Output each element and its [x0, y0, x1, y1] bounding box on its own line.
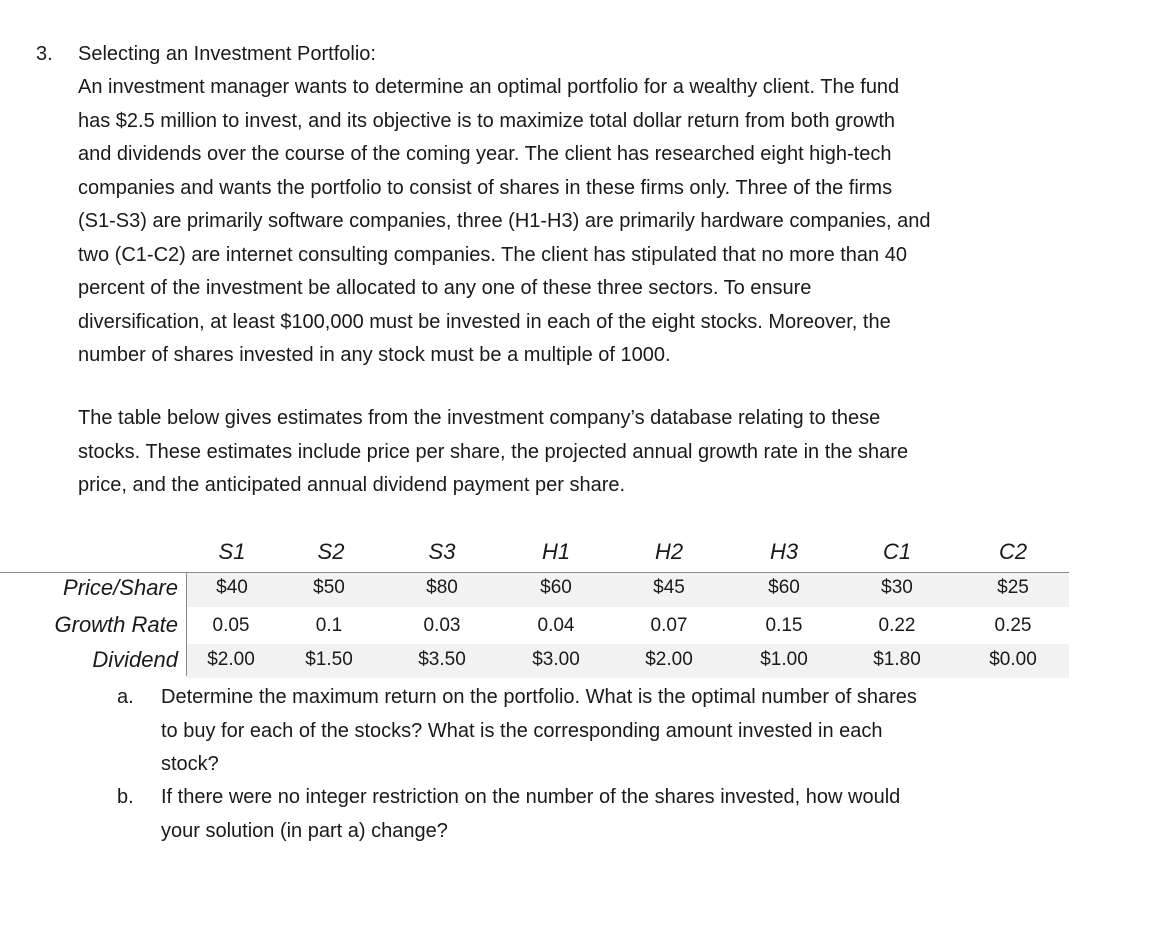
- table-cell: 0.25: [994, 615, 1032, 636]
- text-line: companies and wants the portfolio to consist of shares in these firms only. Three of the firms: [78, 176, 893, 199]
- item-a-text: [161, 681, 1061, 782]
- table-cell: $50: [313, 577, 345, 598]
- text-line: to buy for each of the stocks? What is the corresponding amount invested in each: [161, 719, 883, 742]
- header-divider: [0, 572, 1069, 573]
- text-line: price, and the anticipated annual dividend payment per share.: [78, 474, 626, 496]
- column-header: C1: [882, 539, 912, 564]
- text-line: has $2.5 million to invest, and its objective is to maximize total dollar return from both growth: [78, 109, 896, 132]
- table-cell: $2.00: [207, 649, 255, 670]
- text-line: If there were no integer restriction on the number of the shares invested, how would: [161, 786, 901, 808]
- text-line: Determine the maximum return on the portfolio. What is the optimal number of shares: [161, 686, 917, 708]
- table-cell: $1.00: [760, 649, 808, 670]
- problem-description: [78, 71, 1078, 373]
- table-intro: [78, 402, 1078, 503]
- item-letter: a.: [117, 686, 134, 708]
- table-cell: 0.03: [423, 615, 461, 636]
- row-label: Growth Rate: [54, 612, 178, 637]
- table-cell: $3.00: [532, 649, 580, 670]
- table-cell: $30: [881, 577, 913, 598]
- column-header: H3: [769, 539, 799, 564]
- column-header: H2: [654, 539, 684, 564]
- table-cell: $60: [540, 577, 572, 598]
- table-cell: $80: [426, 577, 458, 598]
- text-line: stock?: [161, 753, 219, 775]
- column-header: S3: [428, 539, 456, 564]
- stock-estimates-table: [0, 536, 1162, 676]
- text-line: (S1-S3) are primarily software companies, three (H1-H3) are primarily hardware companies, and: [78, 210, 931, 232]
- table-cell: 0.1: [315, 615, 343, 636]
- table-cell: $25: [997, 577, 1029, 598]
- text-line: your solution (in part a) change?: [161, 819, 448, 842]
- text-line: The table below gives estimates from the investment company’s database relating to these: [78, 407, 881, 429]
- text-line: An investment manager wants to determine an optimal portfolio for a wealthy client. The fund: [78, 76, 900, 98]
- table-cell: $3.50: [418, 649, 466, 670]
- column-header: S2: [317, 539, 345, 564]
- text-line: two (C1-C2) are internet consulting companies. The client has stipulated that no more than 40: [78, 243, 907, 266]
- question-title: Selecting an Investment Portfolio:: [78, 43, 376, 65]
- table-cell: $2.00: [645, 649, 693, 670]
- table-cell: 0.04: [537, 615, 575, 636]
- table-cell: 0.05: [212, 615, 250, 636]
- table-cell: $0.00: [989, 649, 1037, 670]
- table-cell: 0.22: [878, 615, 916, 636]
- text-line: diversification, at least $100,000 must be invested in each of the eight stocks. Moreover, the: [78, 310, 891, 333]
- question-number: 3.: [36, 43, 53, 65]
- item-b-text: [161, 781, 1061, 848]
- text-line: number of shares invested in any stock must be a multiple of 1000.: [78, 344, 671, 366]
- table-cell: $1.80: [873, 649, 921, 670]
- column-header: C2: [998, 539, 1028, 564]
- row-label: Price/Share: [63, 575, 178, 600]
- text-line: stocks. These estimates include price per share, the projected annual growth rate in the share: [78, 440, 909, 463]
- text-line: percent of the investment be allocated to any one of these three sectors. To ensure: [78, 277, 812, 299]
- table-cell: $1.50: [305, 649, 353, 670]
- table-cell: $40: [216, 577, 248, 598]
- row-label: Dividend: [92, 647, 178, 672]
- column-header: S1: [218, 539, 246, 564]
- table-cell: $45: [653, 577, 685, 598]
- text-line: and dividends over the course of the coming year. The client has researched eight high-tech: [78, 143, 892, 165]
- item-letter: b.: [117, 786, 134, 808]
- column-header: H1: [541, 539, 571, 564]
- table-cell: $60: [768, 577, 800, 598]
- table-cell: 0.15: [765, 615, 803, 636]
- table-cell: 0.07: [650, 615, 688, 636]
